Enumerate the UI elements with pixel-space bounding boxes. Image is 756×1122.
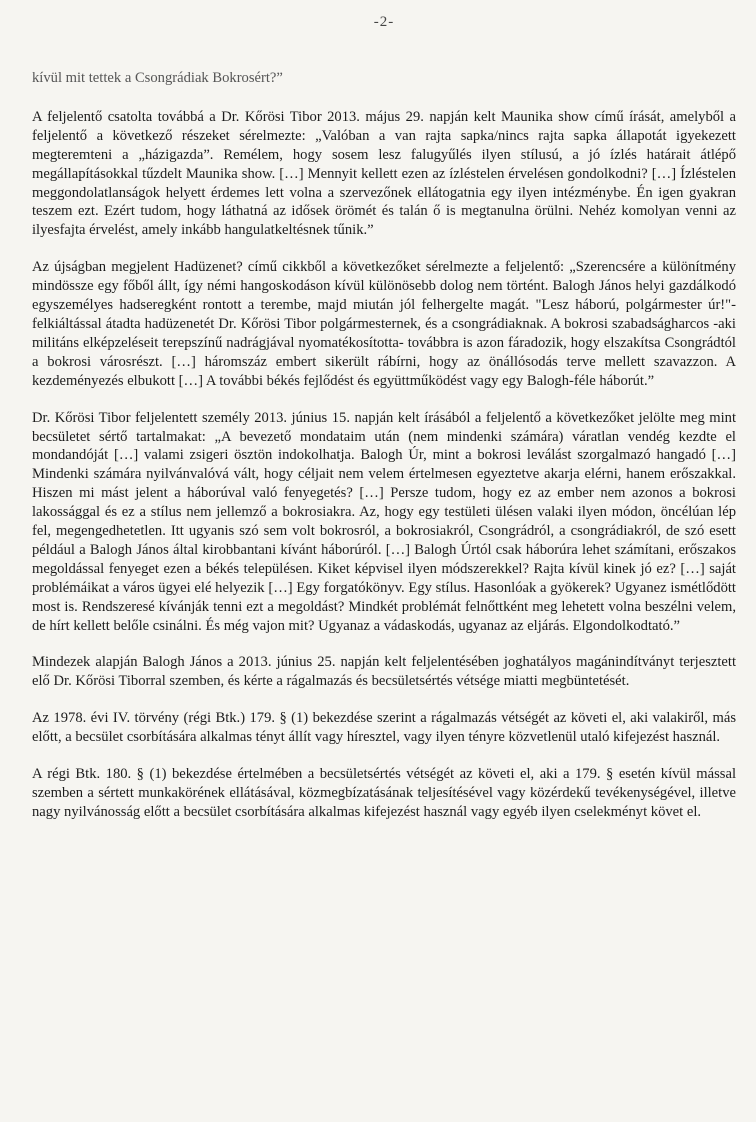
- paragraph-btk-180: A régi Btk. 180. § (1) bekezdése értelmében a becsületsértés vétségét az követi el, aki a 179. § esetén kívül mással szemben a sértett munkakörének ellátásával, közmegbízatásának teljesítésével vagy közérdekű tevékenységével, illetve nagy nyilvánosság előtt a becsület csorbítására alkalmas kifejezést használ vagy egyéb ilyen cselekményt követ el.: [32, 766, 736, 820]
- page-number: -2-: [373, 14, 395, 30]
- paragraph-continuation: kívül mit tettek a Csongrádiak Bokrosért?”: [32, 70, 283, 86]
- paragraph-btk-179: Az 1978. évi IV. törvény (régi Btk.) 179. § (1) bekezdése szerint a rágalmazás vétségét az követi el, aki valakiről, más előtt, a becsület csorbítására alkalmas tényt állít vagy híresztel, vagy ilyen tényre közvetlenül utaló kifejezést használ.: [32, 710, 736, 746]
- paragraph-private-motion: Mindezek alapján Balogh János a 2013. június 25. napján kelt feljelentésében joghatályos magánindítványt terjesztett elő Dr. Kőrösi Tiborral szemben, és kérte a rágalmazás és becsületsértés vétsége miatti megbüntetését.: [32, 654, 736, 690]
- paragraph-haduzenet: Az újságban megjelent Hadüzenet? című cikkből a következőket sérelmezte a feljelentő: „Szerencsére a különítmény mindössze egy főből állt, így némi hangoskodáson kívül különösebb dolog nem történt. Balogh János helyi gazdálkodó egyszemélyes hadseregként rontott a terembe, majd miután jól felhergelte magát. "Lesz háború, polgármester úr!"-felkiáltással átadta hadüzenetét Dr. Kőrösi Tibor polgármesternek, és a csongrádiaknak. A bokrosi szabadságharcos -aki militáns elképzeléseit terepszínű nadrágjával nyomatékosította- továbbra is azon fáradozik, hogy elszakítsa Csongrádtól a bokrosi városrészt. […] háromszáz embert sikerült rábírni, hogy az önállósodás terve mellett szavazzon. A kezdeményezés elbukott […] A további békés fejlődést és együttműködést vagy egy Balogh-féle háborút.”: [32, 259, 736, 389]
- paragraph-june-15-writing: Dr. Kőrösi Tibor feljelentett személy 2013. június 15. napján kelt írásából a feljelentő a következőket jelölte meg mint becsületet sértő tartalmakat: „A bevezető mondataim után (nem mindenki számára) váratlan vendég kezdte el mondandóját […] valami zsigeri ösztön indokolhatja. Balogh Úr, mint a bokrosi leválást szorgalmazó hangadó […] Mindenki számára nyilvánvalóvá vált, hogy céljait nem velem értelmesen egyeztetve akarja elérni, hanem erőszakkal. Hiszen mi mást jelent a háborúval való fenyegetés? […] Persze tudom, hogy ez az ember nem azonos a bokrosi lakossággal és ez a stílus nem jellemző a bokrosiakra. Az, hogy egy testületi ülésen valaki ilyen módon, öncélúan lép fel, megengedhetetlen. Itt ugyanis szó sem volt bokrosról, a bokrosiakról, Csongrádról, a csongrádiakról, de szó esett például a Balogh János által kirobbantani kívánt háborúról. […] Balogh Úrtól csak háborúra lehet számítani, erőszakos megoldással fenyeget ezen a békés településen. Kiket képvisel ilyen módszerekkel? Rajta kívül kinek jó ez? […] saját problémáikat a város ügyei elé helyezik […] Egy forgatókönyv. Egy stílus. Hasonlóak a gyökerek? Ugyanez ismétlődött most is. Rendszeresé kívánják tenni ezt a megoldást? Mindkét problémát felnőttként meg lehetett volna beszélni velem, de hírt kellett belőle csinálni. És még vajon mit? Ugyanaz a vádaskodás, ugyanaz az eljárás. Elgondolkodtató.”: [32, 409, 736, 634]
- paragraph-maunika-show: A feljelentő csatolta továbbá a Dr. Kőrösi Tibor 2013. május 29. napján kelt Maunika show című írását, amelyből a feljelentő a következő részeket sérelmezte: „Valóban a van rajta sapka/nincs rajta sapka állapotát igyekezett megteremteni a „házigazda”. Remélem, hogy sosem lesz falugyűlés ilyen stílusú, a jó ízlés határait átlépő megállapításokkal tűzdelt Maunika show. […] Mennyit kellett ezen az ízléstelen érvelésen gondolkodni? […] Ízléstelen meggondolatlanságok helyett érdemes lett volna a szervezőnek ellátogatnia egy ilyen intézménybe. Én igen gyakran teszem ezt. Ezért tudom, hogy láthatná az idősek örömét és talán ő is megtanulna örülni. Nehéz komolyan venni az ilyesfajta érvelést, amely inkább hangulatkeltésnek tűnik.”: [32, 108, 736, 239]
